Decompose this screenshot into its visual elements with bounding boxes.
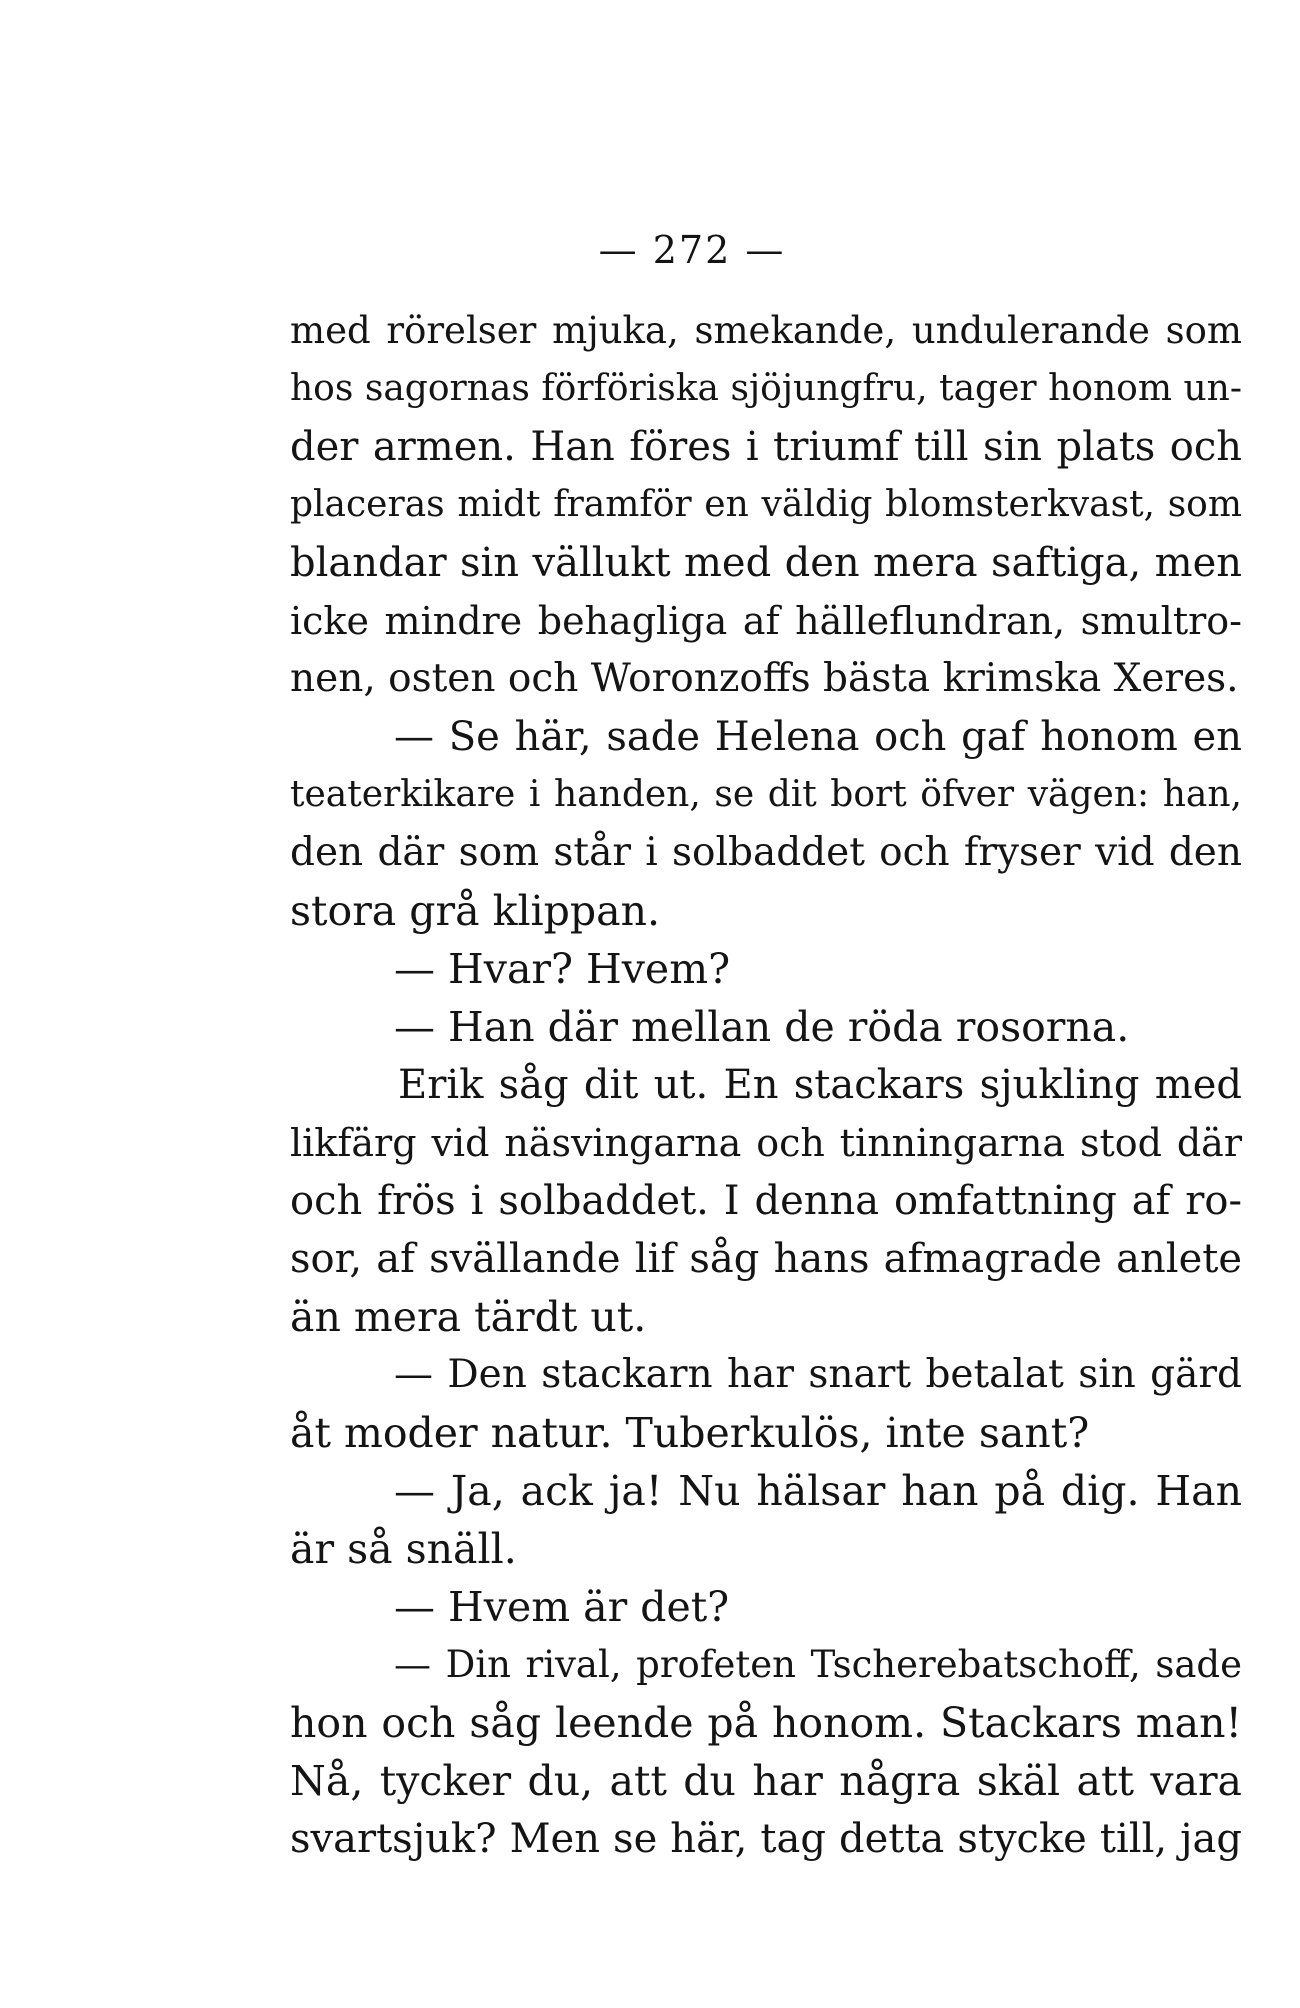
page-number: — 272 — xyxy=(598,228,786,272)
text-line: — Ja, ack ja! Nu hälsar han på dig. Han xyxy=(394,1467,1242,1515)
text-line: hos sagornas förföriska sjöjungfru, tager honom un- xyxy=(290,368,1242,409)
text-line: den där som står i solbaddet och fryser vid den xyxy=(290,830,1242,875)
text-line: hon och såg leende på honom. Stackars man! xyxy=(290,1699,1242,1747)
text-line: nen, osten och Woronzoffs bästa krimska Xeres. xyxy=(290,656,1239,701)
text-line: placeras midt framför en väldig blomsterkvast, som xyxy=(290,484,1242,525)
text-line: — Din rival, profeten Tscherebatschoff, sade xyxy=(394,1643,1242,1686)
text-line: blandar sin vällukt med den mera saftiga, men xyxy=(290,540,1242,586)
text-line: teaterkikare i handen, se dit bort öfver vägen: han, xyxy=(290,774,1242,815)
text-line: stora grå klippan. xyxy=(290,887,661,935)
text-line: är så snäll. xyxy=(290,1525,517,1573)
text-line: icke mindre behagliga af hälleflundran, smultro- xyxy=(290,599,1242,643)
text-line: Nå, tycker du, att du har några skäl att vara xyxy=(290,1757,1242,1805)
text-line: än mera tärdt ut. xyxy=(290,1293,647,1341)
text-line: der armen. Han föres i triumf till sin plats och xyxy=(290,424,1242,470)
text-line: — Se här, sade Helena och gaf honom en xyxy=(394,714,1242,760)
text-line: likfärg vid näsvingarna och tinningarna stod där xyxy=(290,1121,1242,1165)
text-line: sor, af svällande lif såg hans afmagrade anlete xyxy=(290,1236,1242,1282)
text-line: — Han där mellan de röda rosorna. xyxy=(394,1003,1130,1051)
text-line: — Hvem är det? xyxy=(394,1583,730,1631)
text-line: Erik såg dit ut. En stackars sjukling med xyxy=(398,1062,1242,1108)
text-line: — Hvar? Hvem? xyxy=(394,945,731,993)
text-line: — Den stackarn har snart betalat sin gärd xyxy=(394,1352,1242,1397)
body-text xyxy=(290,302,1242,1868)
text-line: med rörelser mjuka, smekande, undulerande som xyxy=(290,309,1242,352)
text-line: svartsjuk? Men se här, tag detta stycke till, jag xyxy=(290,1816,1242,1862)
text-line: åt moder natur. Tuberkulös, inte sant? xyxy=(290,1409,1090,1457)
text-line: och frös i solbaddet. I denna omfattning af ro- xyxy=(290,1178,1242,1224)
